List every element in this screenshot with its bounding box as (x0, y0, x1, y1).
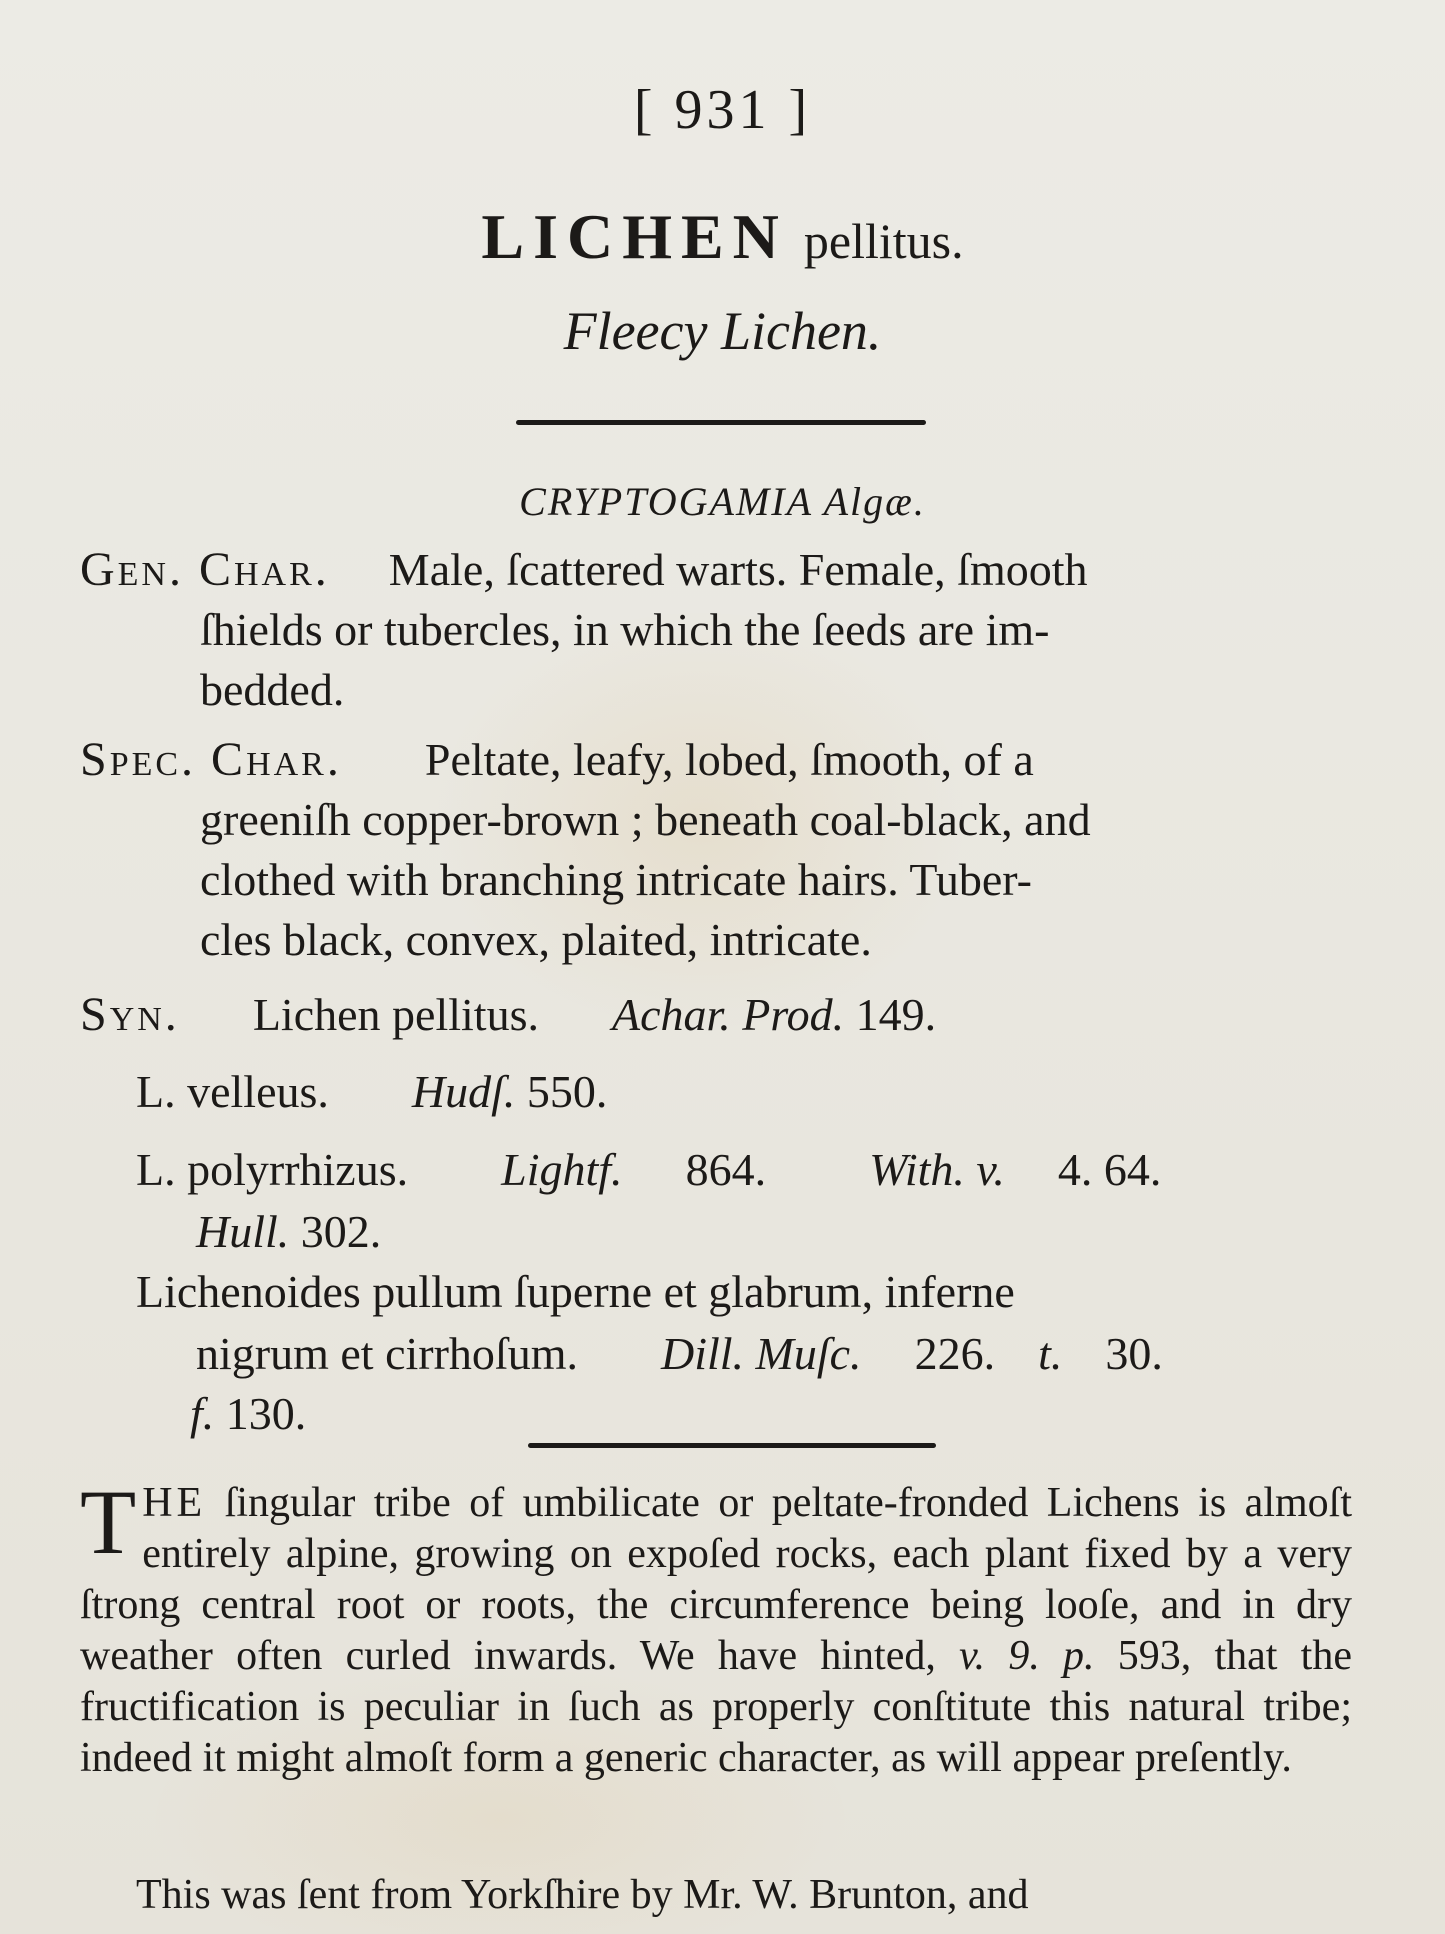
synonym-reference: With. v. (869, 1144, 1005, 1195)
synonym-page: 226. (914, 1328, 996, 1379)
synonym-page: 130. (225, 1388, 307, 1439)
synonym-line (136, 1140, 1356, 1200)
genus-name: LICHEN (481, 201, 788, 272)
synonym-page: 550. (526, 1066, 608, 1117)
body-text-start: ſingular tribe of umbilicate or peltate-fronded Lichens is almoſt entirely alpine, growing on expoſed rocks, each plant fixed by a very ſtrong central root or roots, the circumference being looſe, and in dry weather often curled inwards. We have hinted, (80, 1480, 1352, 1679)
common-name: Fleecy Lichen. (563, 301, 882, 361)
divider-rule (516, 420, 926, 425)
specific-character (80, 730, 1340, 970)
synonym-page: 30. (1105, 1328, 1163, 1379)
synonym-page: 864. (685, 1144, 767, 1195)
synonym-reference: f. (190, 1388, 215, 1439)
synonym-text: nigrum et cirrhoſum. (196, 1328, 578, 1379)
spec-char-line: Peltate, leafy, lobed, ſmooth, of a (424, 734, 1034, 785)
generic-character (80, 540, 1340, 720)
divider-rule (528, 1443, 936, 1448)
synonym-reference: Hull. (196, 1206, 290, 1257)
gen-char-line: bedded. (200, 664, 345, 715)
syn-label: Syn. (80, 988, 180, 1041)
gen-char-label: Gen. Char. (80, 543, 330, 596)
synonym-line (190, 1384, 1350, 1444)
synonym-heading-line (80, 985, 1350, 1045)
body-paragraph (80, 1471, 1352, 1784)
synonym-reference: t. (1038, 1328, 1063, 1379)
drop-cap: T (80, 1471, 137, 1573)
synonym-reference: Lightf. (501, 1144, 623, 1195)
classification: CRYPTOGAMIA Algæ. (519, 479, 926, 524)
synonym-page: 4. 64. (1057, 1144, 1162, 1195)
synonym-name: L. polyrrhizus. (136, 1144, 409, 1195)
plant-title (0, 200, 1445, 274)
gen-char-line: ſhields or tubercles, in which the ſeeds are im- (200, 604, 1050, 655)
synonym-line (196, 1324, 1356, 1384)
synonym-page: 302. (300, 1206, 382, 1257)
spec-char-line: cles black, convex, plaited, intricate. (200, 914, 872, 965)
body-text-end: 593, that the fructification is peculiar in ſuch as properly conſtitute this natural tribe; indeed it might almoſt form a generic character, as will appear preſently. (80, 1633, 1352, 1781)
spec-char-line: greeniſh copper-brown ; beneath coal-black, and (200, 794, 1091, 845)
page-number: [ 931 ] (633, 79, 812, 141)
drop-cap-rest: HE (142, 1480, 207, 1526)
body-reference: v. 9. p. (959, 1633, 1095, 1679)
synonym-name: L. velleus. (136, 1066, 329, 1117)
synonym-reference: Hudſ. (411, 1066, 516, 1117)
spec-char-line: clothed with branching intricate hairs. Tuber- (200, 854, 1032, 905)
synonym-line (196, 1202, 1356, 1262)
synonym-reference: Dill. Muſc. (660, 1328, 862, 1379)
spec-char-label: Spec. Char. (80, 733, 342, 786)
synonym-page: 149. (855, 989, 937, 1040)
synonym-reference: Achar. Prod. (611, 989, 845, 1040)
gen-char-line: Male, ſcattered warts. Female, ſmooth (388, 544, 1088, 595)
synonym-name: Lichen pellitus. (252, 989, 539, 1040)
synonym-line: Lichenoides pullum ſuperne et glabrum, inferne (136, 1266, 1015, 1317)
synonym-line (136, 1062, 1336, 1122)
species-name: pellitus. (803, 213, 964, 269)
body-paragraph-2: This was ſent from Yorkſhire by Mr. W. Brunton, and (136, 1872, 1029, 1918)
